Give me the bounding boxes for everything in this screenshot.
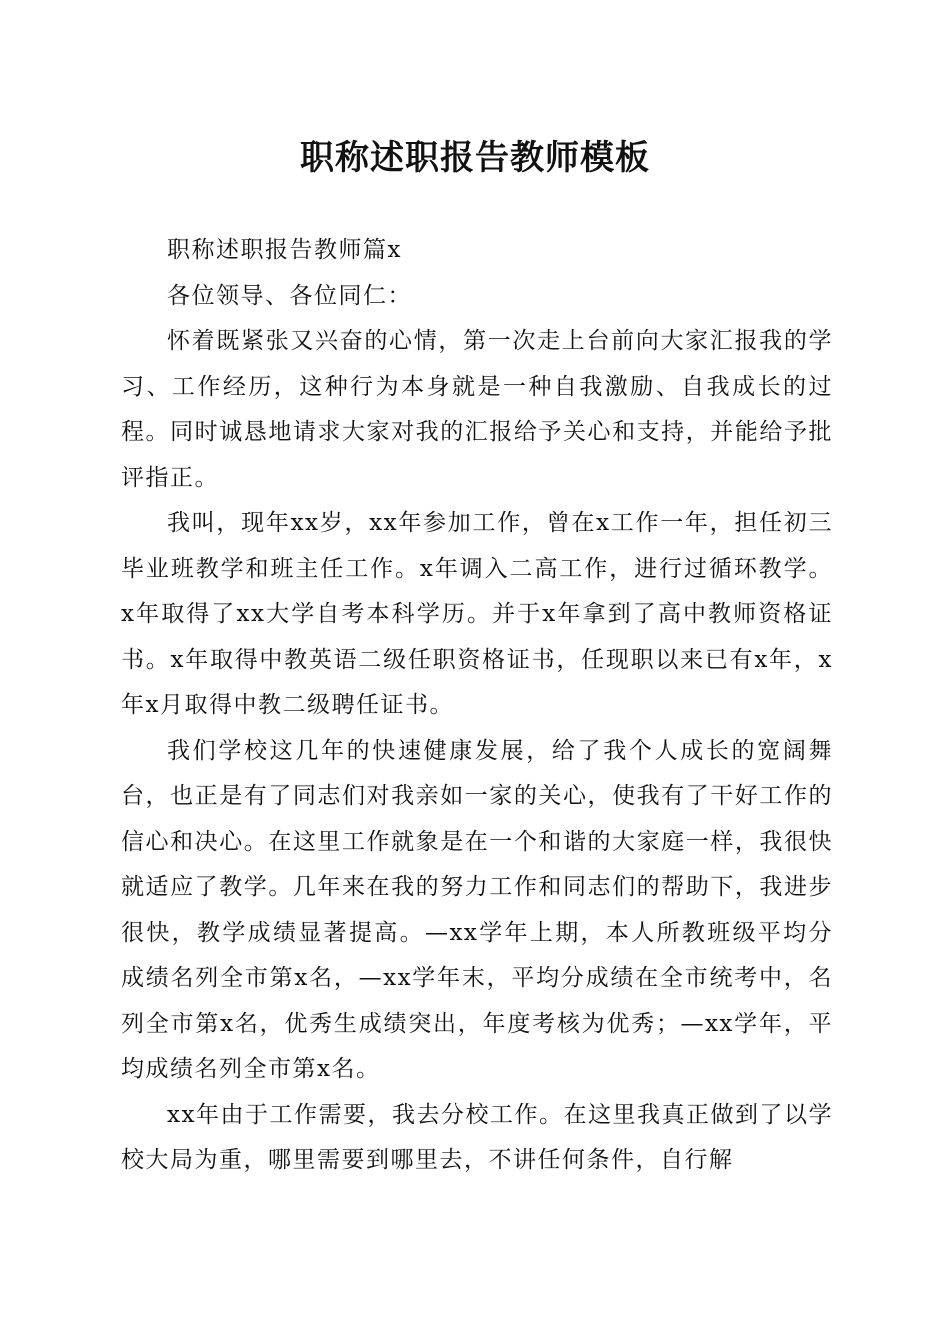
body-paragraph: 我们学校这几年的快速健康发展，给了我个人成长的宽阔舞台，也正是有了同志们对我亲如一家的关心，使我有了干好工作的信心和决心。在这里工作就象是在一个和谐的大家庭一样，我很快就适应了教学。几年来在我的努力工作和同志们的帮助下，我进步很快，教学成绩显著提高。—xx学年上期，本人所教班级平均分成绩名列全市第x名，—xx学年末，平均分成绩在全市统考中，名列全市第x名，优秀生成绩突出，年度考核为优秀；—xx学年，平均成绩名列全市第x名。 (121, 737, 833, 1082)
document-title: 职称述职报告教师模板 (300, 138, 650, 178)
body-paragraph: 我叫，现年xx岁，xx年参加工作，曾在x工作一年，担任初三毕业班教学和班主任工作。x年调入二高工作，进行过循环教学。x年取得了xx大学自考本科学历。并于x年拿到了高中教师资格证书。x年取得中教英语二级任职资格证书，任现职以来已有x年，x年x月取得中教二级聘任证书。 (121, 510, 833, 718)
subtitle-paragraph: 职称述职报告教师篇x (167, 237, 402, 263)
document-body (121, 228, 833, 1184)
body-paragraph: xx年由于工作需要，我去分校工作。在这里我真正做到了以学校大局为重，哪里需要到哪里去，不讲任何条件，自行解 (121, 1101, 833, 1173)
salutation-paragraph: 各位领导、各位同仁： (167, 282, 412, 309)
body-paragraph: 怀着既紧张又兴奋的心情，第一次走上台前向大家汇报我的学习、工作经历，这种行为本身就是一种自我激励、自我成长的过程。同时诚恳地请求大家对我的汇报给予关心和支持，并能给予批评指正。 (121, 328, 833, 491)
